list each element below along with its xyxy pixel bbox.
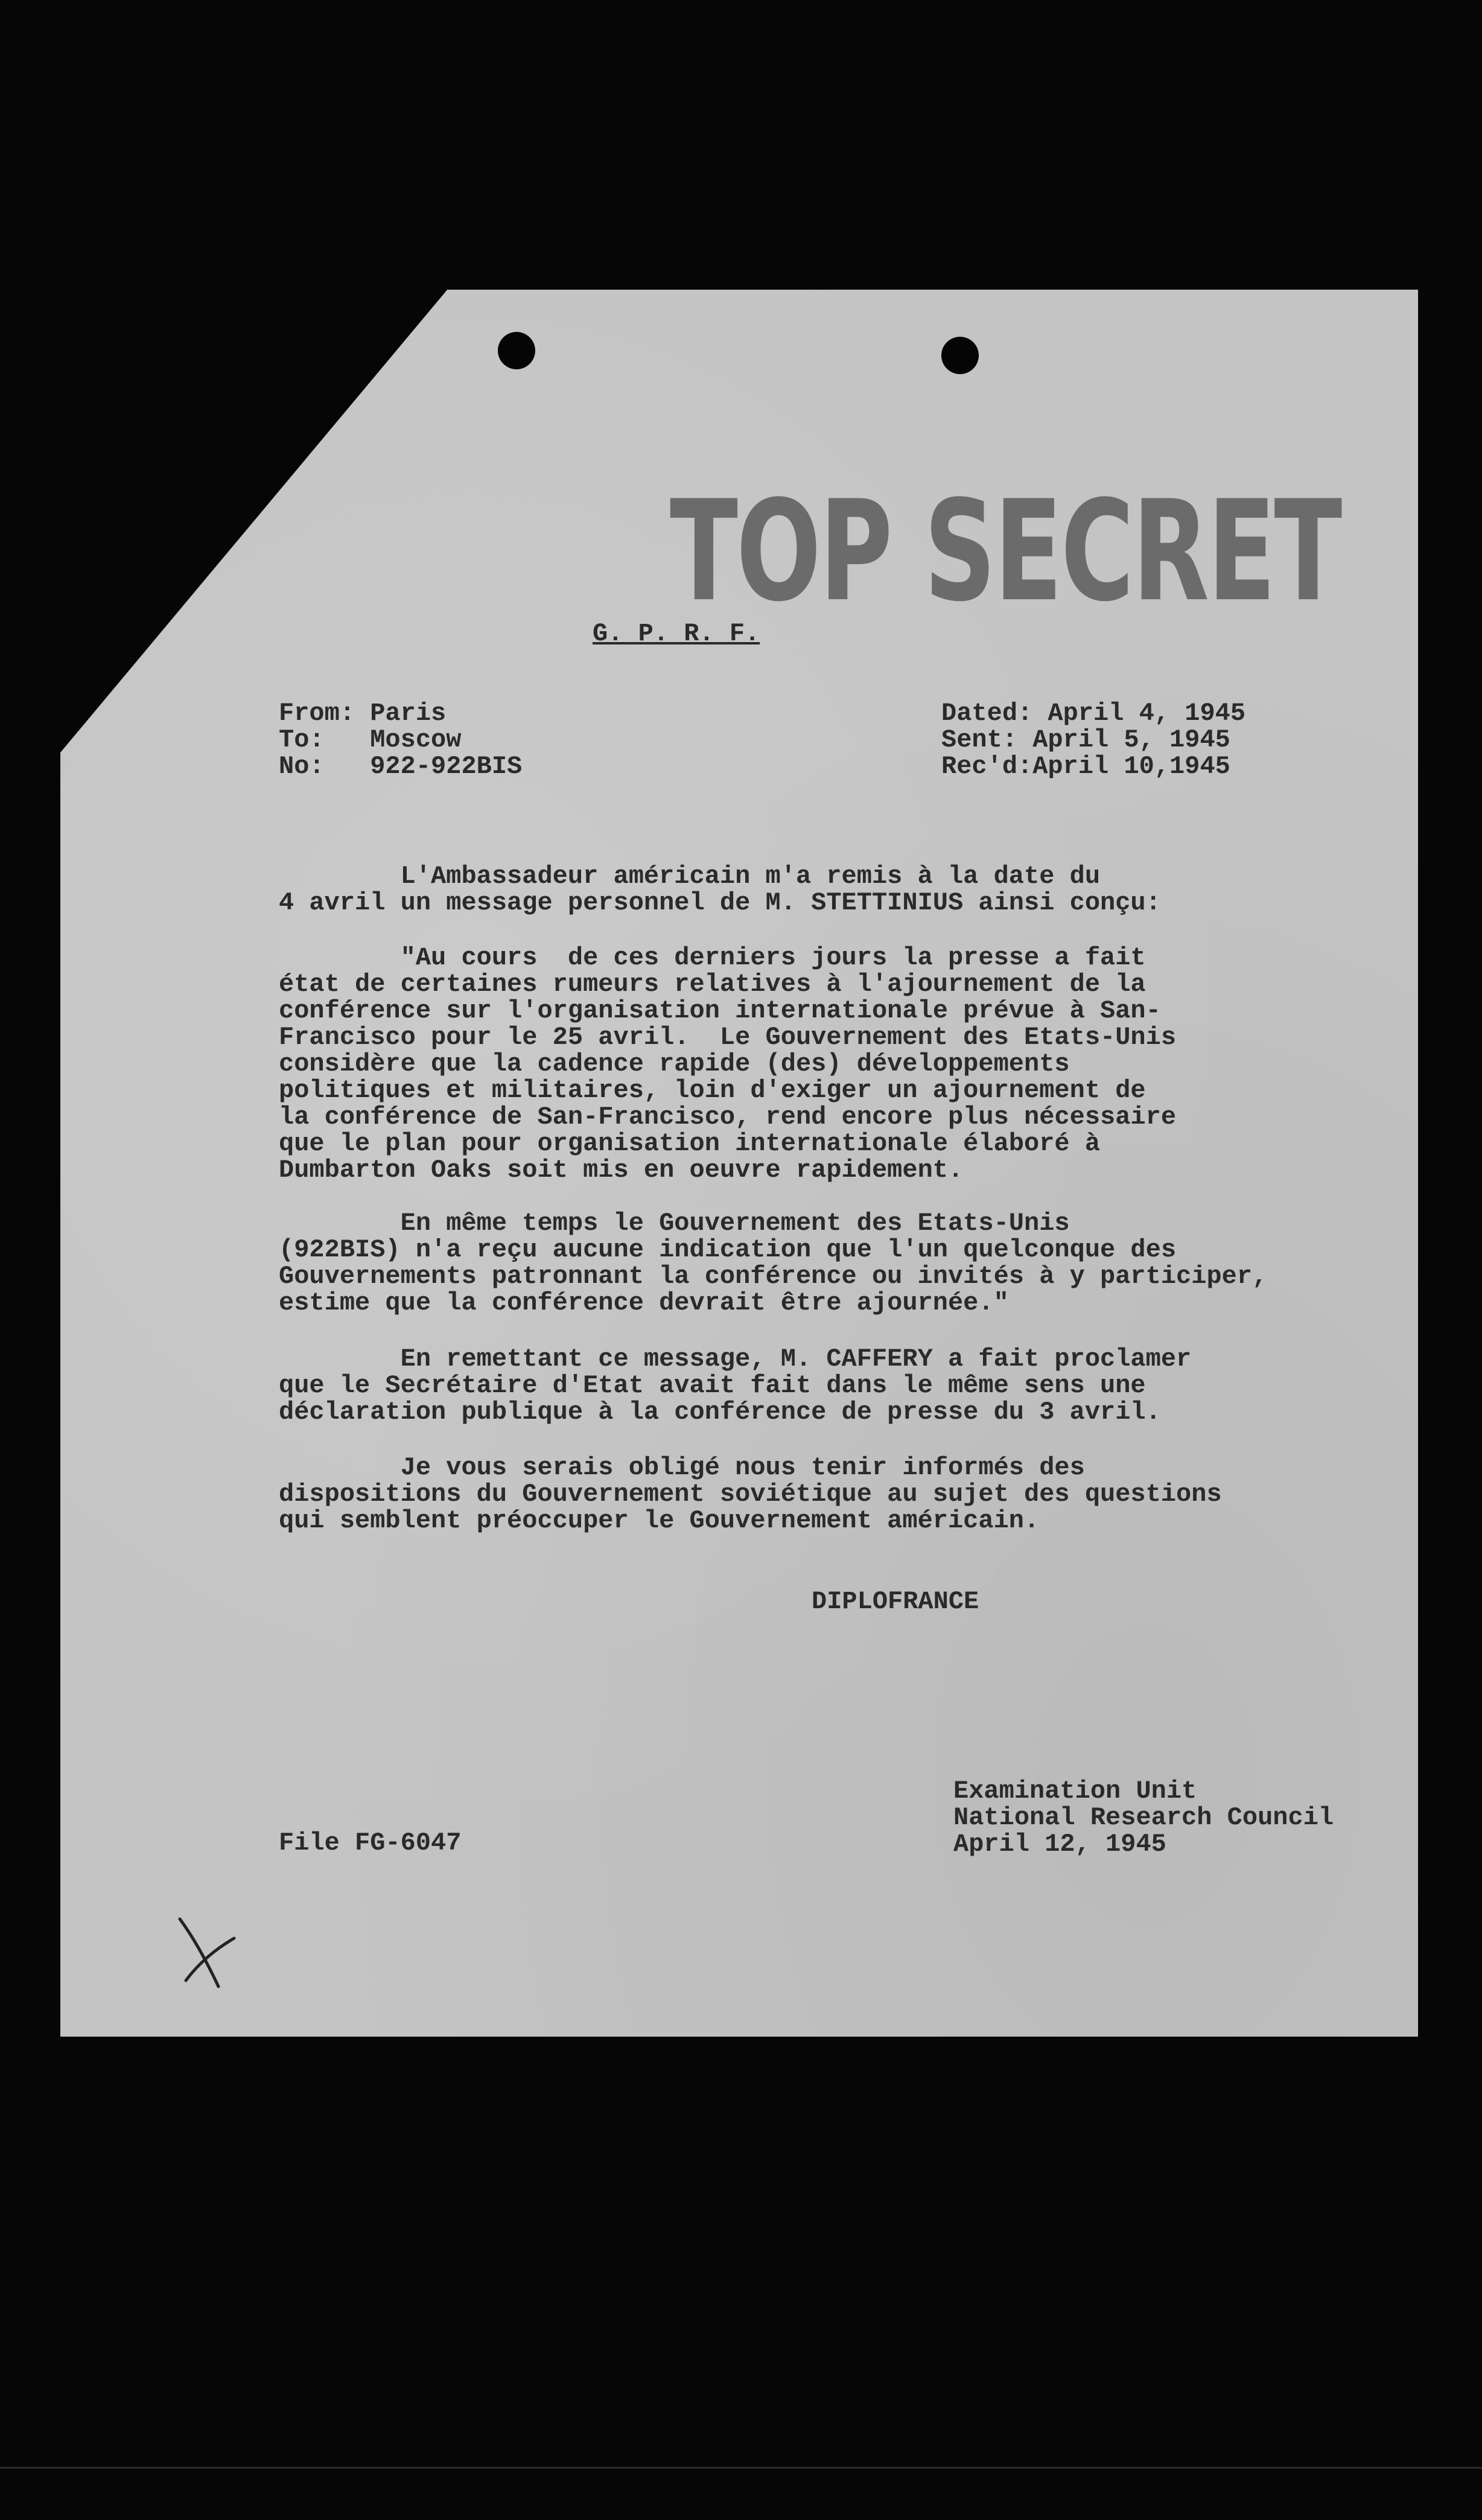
body-line: estime que la conférence devrait être ajournée."	[279, 1288, 1009, 1317]
header-received: Rec'd:April 10,1945	[941, 752, 1230, 781]
signature: DIPLOFRANCE	[812, 1587, 979, 1616]
body-line: En remettant ce message, M. CAFFERY a fait proclamer	[279, 1344, 1192, 1373]
file-reference: File FG-6047	[279, 1828, 462, 1857]
body-line: L'Ambassadeur américain m'a remis à la date du	[279, 862, 1101, 891]
footer-council: National Research Council	[953, 1803, 1334, 1832]
body-line: politiques et militaires, loin d'exiger un ajournement de	[279, 1076, 1146, 1105]
body-line: que le plan pour organisation internationale élaboré à	[279, 1129, 1101, 1158]
header-from: From: Paris	[279, 699, 447, 728]
body-line: déclaration publique à la conférence de presse du 3 avril.	[279, 1398, 1161, 1427]
body-line: état de certaines rumeurs relatives à l'ajournement de la	[279, 970, 1146, 999]
body-line: considère que la cadence rapide (des) développements	[279, 1049, 1070, 1078]
body-line: 4 avril un message personnel de M. STETTINIUS ainsi conçu:	[279, 888, 1161, 917]
header-number: No: 922-922BIS	[279, 752, 523, 781]
handwritten-x-mark	[175, 1913, 241, 1991]
body-line: qui semblent préoccuper le Gouvernement américain.	[279, 1506, 1040, 1535]
body-line: que le Secrétaire d'Etat avait fait dans le même sens une	[279, 1371, 1146, 1400]
body-line: (922BIS) n'a reçu aucune indication que l'un quelconque des	[279, 1235, 1177, 1264]
body-line: conférence sur l'organisation internationale prévue à San-	[279, 996, 1161, 1025]
body-line: En même temps le Gouvernement des Etats-Unis	[279, 1209, 1070, 1238]
body-line: Dumbarton Oaks soit mis en oeuvre rapidement.	[279, 1156, 964, 1185]
punch-hole-right	[941, 337, 979, 374]
body-line: dispositions du Gouvernement soviétique au sujet des questions	[279, 1480, 1222, 1509]
document-code: G. P. R. F.	[593, 619, 760, 648]
top-secret-stamp: TOP SECRET	[670, 471, 1341, 632]
body-line: "Au cours de ces derniers jours la presse a fait	[279, 943, 1146, 972]
footer-unit: Examination Unit	[953, 1777, 1197, 1806]
footer-date: April 12, 1945	[953, 1830, 1166, 1859]
body-line: Je vous serais obligé nous tenir informés des	[279, 1453, 1085, 1482]
body-line: Gouvernements patronnant la conférence ou invités à y participer,	[279, 1262, 1268, 1291]
body-line: Francisco pour le 25 avril. Le Gouvernement des Etats-Unis	[279, 1023, 1177, 1052]
film-frame-line	[0, 2467, 1482, 2469]
body-line: la conférence de San-Francisco, rend encore plus nécessaire	[279, 1102, 1177, 1131]
header-sent: Sent: April 5, 1945	[941, 725, 1230, 754]
punch-hole-left	[498, 332, 535, 369]
header-to: To: Moscow	[279, 725, 462, 754]
header-dated: Dated: April 4, 1945	[941, 699, 1246, 728]
